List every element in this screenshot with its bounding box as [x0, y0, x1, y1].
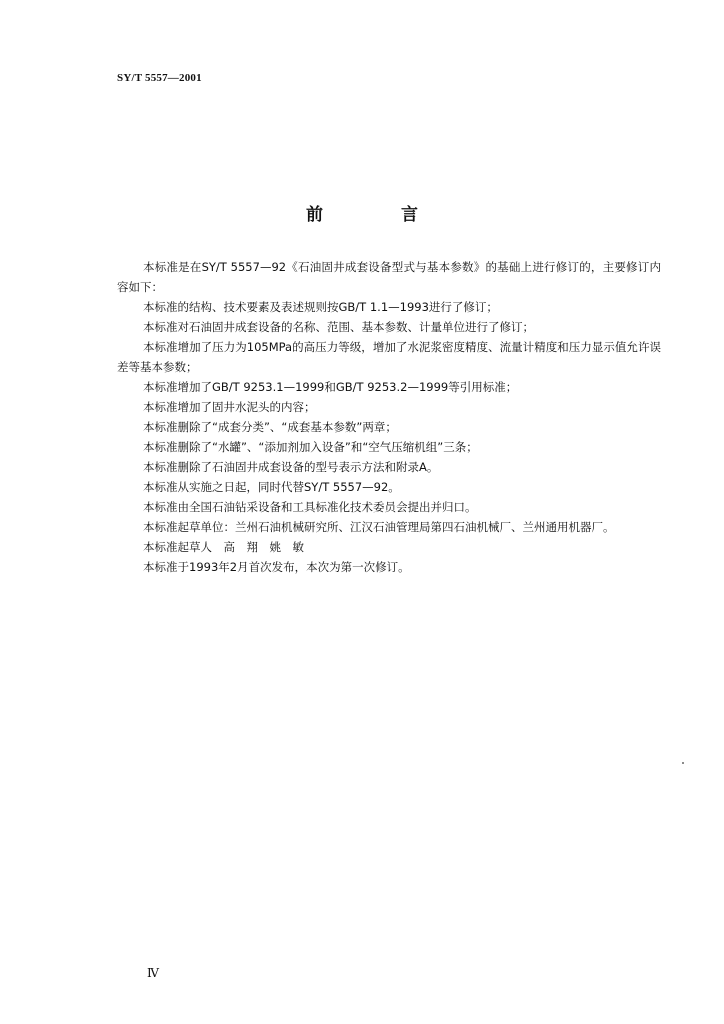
- paragraph: 本标准起草人 高 翔 姚 敏: [143, 540, 304, 554]
- paragraph: 本标准是在SY/T 5557—92《石油固井成套设备型式与基本参数》的基础上进行修订的，主要修订内容如下：: [117, 260, 661, 294]
- paragraph: 本标准的结构、技术要素及表述规则按GB/T 1.1—1993进行了修订；: [143, 300, 498, 314]
- paragraph: 本标准增加了压力为105MPa的高压力等级，增加了水泥浆密度精度、流量计精度和压力显示值允许误差等基本参数；: [117, 340, 661, 374]
- paragraph: 本标准起草单位：兰州石油机械研究所、江汉石油管理局第四石油机械厂、兰州通用机器厂。: [143, 520, 615, 534]
- scan-speck: [682, 762, 684, 764]
- paragraph: 本标准删除了“水罐”、“添加剂加入设备”和“空气压缩机组”三条；: [143, 440, 478, 454]
- page-number: Ⅳ: [147, 966, 159, 980]
- standard-code-header: SY/T 5557—2001: [117, 72, 202, 84]
- foreword-body: [117, 257, 661, 577]
- paragraph: 本标准增加了固井水泥头的内容；: [143, 400, 316, 414]
- paragraph: 本标准由全国石油钻采设备和工具标准化技术委员会提出并归口。: [143, 500, 477, 514]
- paragraph: 本标准删除了“成套分类”、“成套基本参数”两章；: [143, 420, 397, 434]
- section-title: 前 言: [306, 205, 454, 225]
- paragraph: 本标准从实施之日起，同时代替SY/T 5557—92。: [143, 480, 400, 494]
- paragraph: 本标准删除了石油固井成套设备的型号表示方法和附录A。: [143, 460, 439, 474]
- paragraph: 本标准增加了GB/T 9253.1—1999和GB/T 9253.2—1999等引用标准；: [143, 380, 518, 394]
- paragraph: 本标准于1993年2月首次发布，本次为第一次修订。: [143, 560, 410, 574]
- paragraph: 本标准对石油固井成套设备的名称、范围、基本参数、计量单位进行了修订；: [143, 320, 534, 334]
